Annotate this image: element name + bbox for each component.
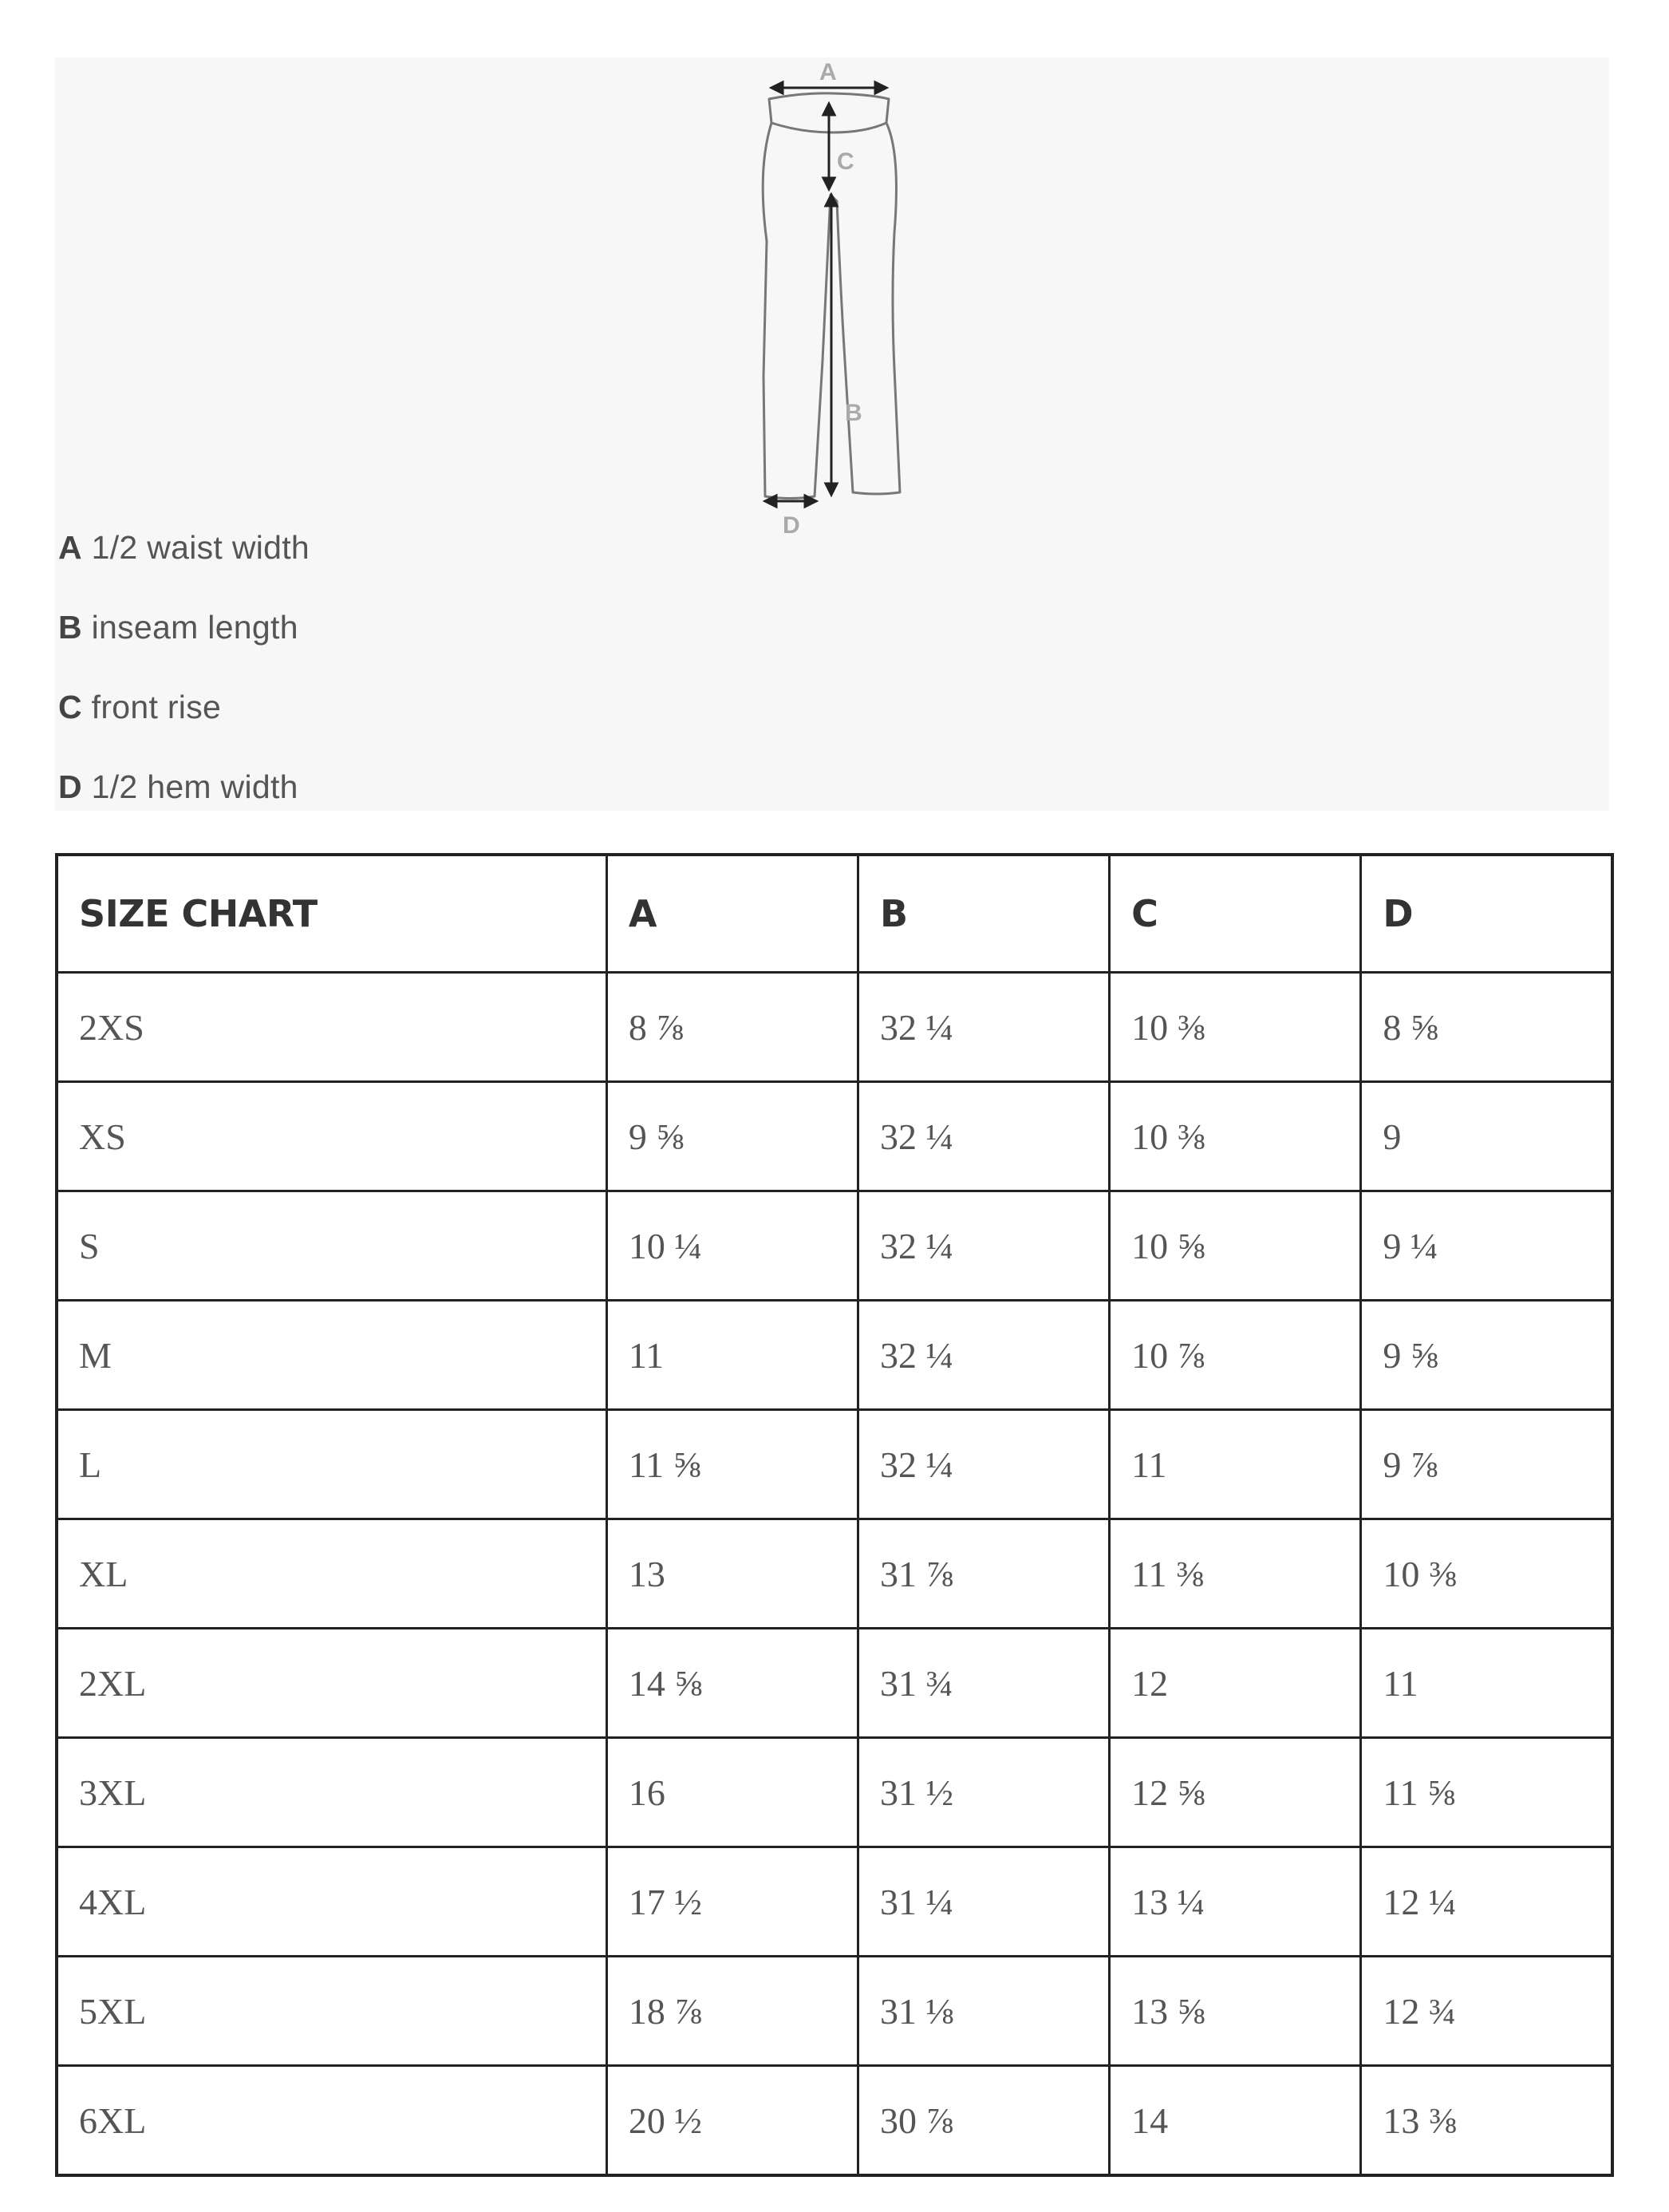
measurement-cell: 32 ¼ xyxy=(858,1191,1110,1301)
measurement-cell: 12 xyxy=(1110,1629,1361,1738)
measurement-cell: 11 ⅜ xyxy=(1110,1519,1361,1629)
measurement-cell: 12 ⅝ xyxy=(1110,1738,1361,1847)
table-row xyxy=(57,973,1612,1082)
measurement-cell: 9 ¼ xyxy=(1361,1191,1612,1301)
legend-letter: C xyxy=(58,689,82,725)
size-cell: L xyxy=(57,1410,606,1519)
measurement-cell: 31 ⅛ xyxy=(858,1957,1110,2066)
size-cell: 6XL xyxy=(57,2066,606,2176)
table-row xyxy=(57,2066,1612,2176)
header-b: B xyxy=(858,855,1110,973)
table-row xyxy=(57,1191,1612,1301)
measurement-cell: 9 ⅞ xyxy=(1361,1410,1612,1519)
measurement-cell: 10 ⅜ xyxy=(1110,973,1361,1082)
measurement-cell: 9 ⅝ xyxy=(606,1082,858,1191)
measurement-cell: 12 ¾ xyxy=(1361,1957,1612,2066)
measurement-cell: 10 ¼ xyxy=(606,1191,858,1301)
table-row xyxy=(57,1519,1612,1629)
size-cell: XL xyxy=(57,1519,606,1629)
measurement-cell: 10 ⅝ xyxy=(1110,1191,1361,1301)
measurement-cell: 10 ⅜ xyxy=(1361,1519,1612,1629)
size-chart-table xyxy=(55,853,1614,2177)
legend-text: 1/2 hem width xyxy=(91,768,298,805)
table-row xyxy=(57,1738,1612,1847)
measurement-cell: 31 ½ xyxy=(858,1738,1110,1847)
measurement-cell: 11 xyxy=(606,1301,858,1410)
size-cell: 3XL xyxy=(57,1738,606,1847)
pants-diagram xyxy=(757,57,949,552)
measurement-legend xyxy=(58,528,310,847)
table-row xyxy=(57,1629,1612,1738)
legend-item-a xyxy=(58,528,310,608)
legend-item-c xyxy=(58,688,310,768)
measurement-cell: 13 ⅜ xyxy=(1361,2066,1612,2176)
header-d: D xyxy=(1361,855,1612,973)
measurement-cell: 9 ⅝ xyxy=(1361,1301,1612,1410)
measurement-cell: 10 ⅞ xyxy=(1110,1301,1361,1410)
diagram-label-b: B xyxy=(845,400,862,426)
header-a: A xyxy=(606,855,858,973)
measurement-cell: 20 ½ xyxy=(606,2066,858,2176)
measurement-cell: 32 ¼ xyxy=(858,1082,1110,1191)
measurement-cell: 12 ¼ xyxy=(1361,1847,1612,1957)
size-cell: S xyxy=(57,1191,606,1301)
size-cell: XS xyxy=(57,1082,606,1191)
measurement-cell: 10 ⅜ xyxy=(1110,1082,1361,1191)
measurement-cell: 17 ½ xyxy=(606,1847,858,1957)
size-cell: 5XL xyxy=(57,1957,606,2066)
measurement-cell: 32 ¼ xyxy=(858,1410,1110,1519)
measurement-cell: 16 xyxy=(606,1738,858,1847)
legend-letter: D xyxy=(58,768,82,805)
measurement-cell: 8 ⅞ xyxy=(606,973,858,1082)
measurement-cell: 30 ⅞ xyxy=(858,2066,1110,2176)
header-row xyxy=(57,855,1612,973)
measurement-cell: 11 xyxy=(1361,1629,1612,1738)
table-row xyxy=(57,1082,1612,1191)
size-cell: 4XL xyxy=(57,1847,606,1957)
table-row xyxy=(57,1410,1612,1519)
measurement-cell: 31 ¾ xyxy=(858,1629,1110,1738)
legend-letter: B xyxy=(58,609,82,646)
legend-item-b xyxy=(58,608,310,688)
measurement-cell: 11 ⅝ xyxy=(606,1410,858,1519)
header-size-chart: SIZE CHART xyxy=(57,855,606,973)
measurement-cell: 31 ¼ xyxy=(858,1847,1110,1957)
measurement-cell: 8 ⅝ xyxy=(1361,973,1612,1082)
measurement-cell: 14 xyxy=(1110,2066,1361,2176)
measurement-cell: 13 xyxy=(606,1519,858,1629)
size-cell: 2XL xyxy=(57,1629,606,1738)
measurement-cell: 18 ⅞ xyxy=(606,1957,858,2066)
legend-text: inseam length xyxy=(91,609,298,646)
measurement-cell: 13 ¼ xyxy=(1110,1847,1361,1957)
measurement-cell: 11 ⅝ xyxy=(1361,1738,1612,1847)
measurement-cell: 11 xyxy=(1110,1410,1361,1519)
table-row xyxy=(57,1957,1612,2066)
measurement-cell: 32 ¼ xyxy=(858,1301,1110,1410)
diagram-label-d: D xyxy=(783,512,800,539)
legend-text: 1/2 waist width xyxy=(91,529,310,566)
size-cell: 2XS xyxy=(57,973,606,1082)
measurement-cell: 14 ⅝ xyxy=(606,1629,858,1738)
measurement-cell: 9 xyxy=(1361,1082,1612,1191)
header-c: C xyxy=(1110,855,1361,973)
measurement-cell: 13 ⅝ xyxy=(1110,1957,1361,2066)
measurement-cell: 32 ¼ xyxy=(858,973,1110,1082)
size-cell: M xyxy=(57,1301,606,1410)
diagram-label-a: A xyxy=(819,59,837,85)
table-row xyxy=(57,1301,1612,1410)
measurement-diagram-panel xyxy=(55,57,1609,811)
legend-letter: A xyxy=(58,529,82,566)
legend-text: front rise xyxy=(91,689,222,725)
table-row xyxy=(57,1847,1612,1957)
diagram-label-c: C xyxy=(837,148,854,175)
legend-item-d xyxy=(58,768,310,847)
measurement-cell: 31 ⅞ xyxy=(858,1519,1110,1629)
